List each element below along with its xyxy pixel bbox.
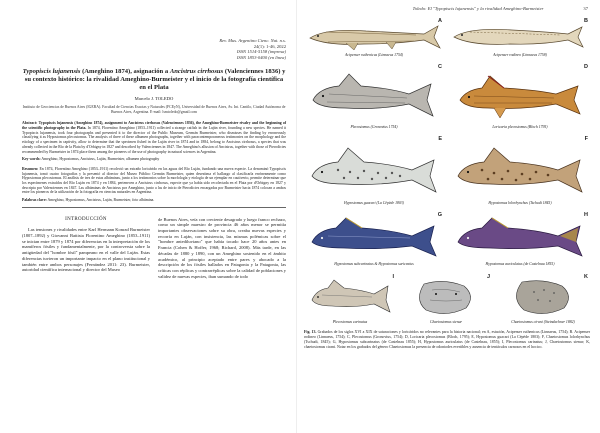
- abstract-label: Abstract:: [22, 121, 38, 126]
- journal-volume: 24(1): 1-46, 2022: [253, 43, 286, 49]
- panel-caption: Hypostomus lolorhynchus (Tschudi 1845): [488, 201, 552, 205]
- panel-k: [496, 274, 590, 328]
- title-genus-2: Ancistrus cirrhosus: [169, 68, 224, 76]
- panel-c: [304, 64, 444, 132]
- panel-caption: Chaetostomus cirani (Steindachner 1882): [511, 320, 575, 324]
- body-columns: [22, 217, 286, 280]
- figure-caption-text: Grabados de los siglos XVI a XIX de saturaciones y loricáridos no relevantes para la historia nacional; en A, estación, Acipenser ruthenicus (Linnaeus, 1754); B. Acipenser rodineo (Linnaeus, 1754); C, Plecostomus (Gronovius, 1754); D, Loricaria plecostomus (Bloch, 1795); E, Hypostomus guacari (La Cépède 1803); F, Chaetostomus lolorhynchus (Tschudi, 1845); G, Hypostomus subcarinatus (de Castelnau 1855); H, Hypostomus auriculatus (de Castelnau, 1855); I, Plecostomus carinatus; J, Chaetostomus sienur; K, chaetostomus cirani. Notar en los grabados del género Chaetostomus la presencia de odontodes evertibles y ausencia de tentáculos carnosos en el hocico.: [304, 330, 590, 349]
- keywords-text: Ameghino, Hypostomus, Ancistrus, Luján, Burmeister, albumen photography: [41, 157, 160, 162]
- palabras-clave: [22, 198, 286, 203]
- hypostomus-lolorhynchus-drawing-icon: [454, 142, 586, 200]
- panel-letter: E: [438, 136, 442, 142]
- panel-letter: A: [438, 18, 442, 24]
- body-column-1: [22, 217, 150, 280]
- hypostomus-subcarinatus-drawing-icon: [308, 216, 440, 260]
- issn-print: ISSN 1514-5158 (impresa): [236, 49, 286, 55]
- abstract-title: Typopiscis lujanensis (Ameghino 1874), assignment to Ancistrus cirrhosus (Valenciennes 1836), the Ameghino-Burmeister rivalry and the beginning of the scientific photography in the Plata.: [22, 121, 287, 131]
- journal-reference: [22, 38, 286, 60]
- panel-caption: Hypostomus subcarinatus & Hypostomus suriceatus: [334, 262, 414, 266]
- sturgeon-drawing-icon: [306, 22, 442, 52]
- plecostomus-carinatus-drawing-icon: [308, 278, 392, 318]
- panel-letter: F: [584, 136, 588, 142]
- title-genus: Typopiscis lujanensis: [22, 68, 81, 76]
- figure-label: Fig. 13.: [304, 330, 317, 334]
- page-gutter: [296, 0, 297, 433]
- author-name: Marcelo J. TOLEDO: [134, 96, 174, 102]
- running-title: Toledo: El "Typopiscis lujanensis" y la rivalidad Ameghino-Burmeister: [412, 6, 544, 11]
- plecostomus-drawing-icon: [309, 70, 439, 124]
- abstract-body: In 1874, Florentino Ameghino (1853–1911) collected a strange catfish in the Luján river, founding a new species. He named it Typopiscis lujanensis, took four photographs and presented it to the director of the Public Museum, Germán Burmeister, who dismisses the finding by erroneously classifying it as Hypostomus plecostomus. The analysis of three of these albumen photographs, together with paracontemporaneous testimonies on the morphology and the etiology of a specimen in captivity, allow to determine that the specimen fished in the Luján river in 1874 and in 1884, belong to Ancistrus cirrhosus, a species that was already collected in the Río de la Plata by d'Orbigny in 1827 and described by Valenciennes in 1847. The Ameghino's allusion of Ancistrus, together with those of Pterodictes recommended by Burmeister in 1874 place them among the pioneers of the use of photography in natural sciences in Argentina.: [22, 126, 286, 154]
- hypostomus-auriculatus-drawing-icon: [454, 216, 586, 260]
- panel-letter: D: [584, 64, 588, 70]
- palabras-label: Palabras clave:: [22, 198, 47, 203]
- panel-a: [304, 18, 444, 60]
- panel-caption: Hypostomus guacari (La Cépède 1803): [344, 201, 404, 205]
- section-divider: [22, 207, 286, 208]
- panel-caption: Hypostomus auriculatus (de Castelnau 1855): [485, 262, 555, 266]
- journal-name: Rev. Mus. Argentino Cienc. Nat.: [219, 38, 279, 43]
- panel-letter: B: [584, 18, 588, 24]
- panel-f: [450, 136, 590, 208]
- page-number: 37: [583, 6, 588, 11]
- abstract: [22, 121, 286, 154]
- intro-paragraph-1: Las tensiones y rivalidades entre Karl Hermann Konrad Burmeister (1807–1892) y Giovanni Battista Florentino Ameghino (1853–1911) se inician entre 1879 y 1874 por diferencias en la interpretación de los mamíferos fósiles y fundamentalmente, por la controversia sobre la antigüedad del "hombre fósil" pampeano en el valle del Luján. Estas diferencias tuvieron un importante impacto en el plano institucional y también entre ambos personajes (Fernández 2011: 23). Burmeister, autoridad científica internacional y director del Museo: [22, 227, 150, 273]
- panel-letter: C: [438, 64, 442, 70]
- keywords-label: Key words:: [22, 157, 41, 162]
- paper-title: [22, 68, 286, 91]
- panel-j: [400, 274, 492, 328]
- author-affiliation: Instituto de Geociencias de Buenos Aires (IGEBA). Facultad de Ciencias Exactas y Naturales (FCEyN), Universidad de Buenos Aires, Av. Int. Cantilo, Ciudad Autónoma de Buenos Aires, Argentina. E-mail: lsmtoledo@gmail.com: [22, 105, 286, 114]
- running-head: [304, 6, 590, 11]
- chaetostomus-cirani-drawing-icon: [500, 278, 586, 318]
- panel-letter: J: [486, 274, 490, 280]
- panel-caption: Loricaria plecostomus (Bloch 1795): [492, 125, 548, 129]
- loricaria-drawing-icon: [454, 70, 586, 124]
- panel-letter: K: [584, 274, 588, 280]
- figure-caption: [304, 330, 590, 350]
- chaetostomus-sienur-drawing-icon: [404, 278, 488, 318]
- panel-i: [304, 274, 396, 328]
- panel-caption: Plecostomus (Gronovius 1754): [350, 125, 398, 129]
- panel-letter: G: [437, 212, 442, 218]
- panel-g: [304, 212, 444, 270]
- title-part: (Ameghino 1874), asignación a: [82, 68, 169, 76]
- panel-caption: Plecostomus carinatus: [332, 320, 368, 324]
- hypostomus-guacari-drawing-icon: [308, 142, 440, 200]
- sturgeon-drawing-icon: [452, 22, 586, 52]
- title-part-2: (Valenciennes 1836) y su contexto histórico: la rivalidad Ameghino-Burmeister y el inicio de la fotografía científica en el Plata: [24, 68, 286, 91]
- panel-letter: I: [392, 274, 394, 280]
- palabras-text: Ameghino, Hypostomus, Ancistrus, Luján, Burmeister, foto albúmina.: [47, 198, 155, 203]
- left-page: [0, 0, 296, 433]
- right-page: [296, 0, 600, 433]
- panel-caption: Chaetostomus sienur: [430, 320, 462, 324]
- resumen-label: Resumen:: [22, 166, 39, 171]
- panel-caption: Acipenser rodineo (Linnaeus 1758): [493, 53, 547, 57]
- journal-series: n.s.: [279, 38, 286, 43]
- panel-caption: Acipenser ruthenicus (Linnaeus 1754): [344, 53, 404, 57]
- panel-h: [450, 212, 590, 270]
- resumen-text: En 1874, Florentino Ameghino (1853–1911) recolectó un extraño loricárido en las aguas del Río Luján, fundando una nueva especie. La denominó Typopiscis lujanensis, tomó cuatro fotografías y la presentó al director del Museo Público Germán Burmeister, quien desestima el hallazgo al clasificarla erróneamente como Hypostomus plecostomus. El análisis de tres de estas albúminas, junto a los testimonios sobre la morfología y etología de un ejemplar en cautiverio, permite determinar que los especímenes extraídos del Río Luján en 1874 y en 1884, pertenecen a Ancistrus cirrhosus, especie que ya había sido recolectada en el Plata por d'Orbigny en 1827 y descripta por Valenciennes en 1847. Las albúminas de Ancistrus por Ameghino, junto a las de inicio de Pterodictes encargadas por Burmeister hacia 1874 colocan a ambos entre los pioneros de la utilización de la fotografía en ciencias naturales en Argentina.: [22, 166, 286, 195]
- resumen: [22, 167, 286, 195]
- body-column-2: [158, 217, 286, 280]
- issn-online: ISSN 1853-0400 (en línea): [236, 54, 286, 60]
- panel-letter: H: [584, 212, 588, 218]
- panel-b: [450, 18, 590, 60]
- keywords: [22, 157, 286, 162]
- figure-plate: [304, 18, 590, 328]
- intro-heading: INTRODUCCIÓN: [65, 216, 107, 222]
- intro-paragraph-2: de Buenos Aires, veía con creciente desagrado y luego franco rechazo, como un simple maestro de provincia 46 años menor se permitía importantes observaciones sobre su obra, creaba nuevas especies y recorría en Luján, con insistencia, las mismas polémicas sobre el "hombre antediluviano" que había tocado hace 20 años antes en Francia (Cohen & Hoffer, 1968; Richard, 2008). Más tarde, en las décadas de 1880 y 1890, con un Ameghino sostenido en el ámbito académico, al principio aceptado entre pares y abocado a la descripción de los fósiles hallados en Patagonia y la Patagonia, las críticas con réplicas y contrarréplicas sobre la calidad de poblaciones y validez de nuevas especies, iban sumando de todo: [158, 216, 286, 279]
- panel-e: [304, 136, 444, 208]
- panel-d: [450, 64, 590, 132]
